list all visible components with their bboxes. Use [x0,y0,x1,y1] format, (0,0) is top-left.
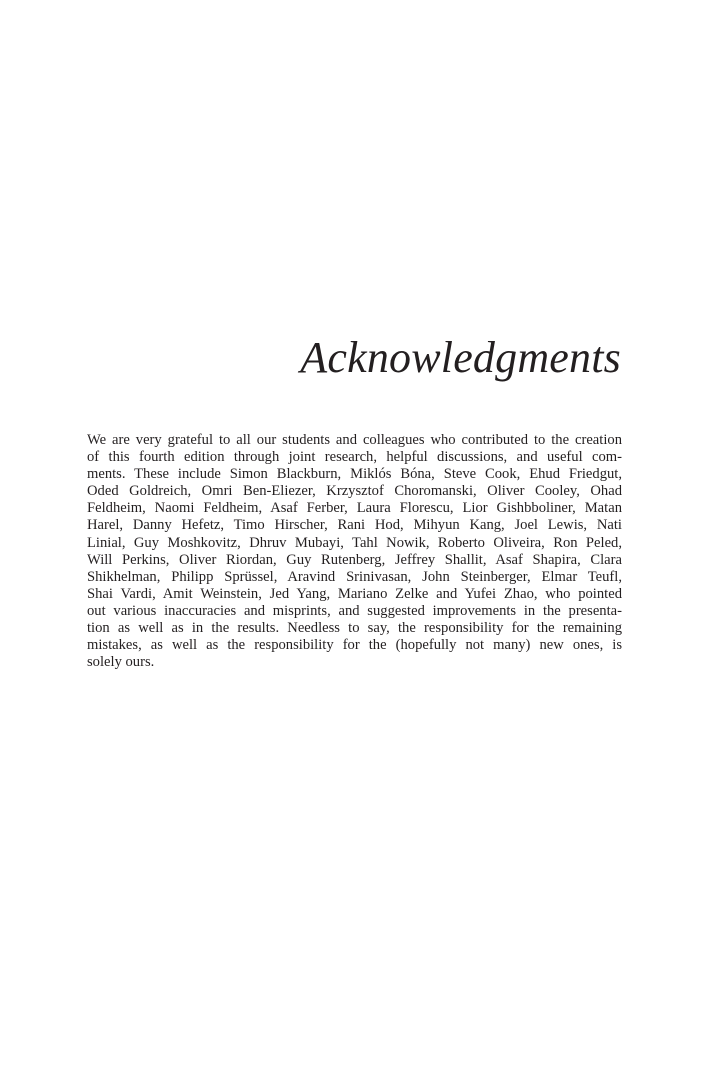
paragraph-line: Shai Vardi, Amit Weinstein, Jed Yang, Mariano Zelke and Yufei Zhao, who pointed [87,585,622,602]
paragraph-line: Shikhelman, Philipp Sprüssel, Aravind Srinivasan, John Steinberger, Elmar Teufl, [87,568,622,585]
paragraph-line: solely ours. [87,654,155,671]
paragraph-line: Will Perkins, Oliver Riordan, Guy Rutenberg, Jeffrey Shallit, Asaf Shapira, Clara [87,551,622,568]
paragraph-line: of this fourth edition through joint research, helpful discussions, and useful com- [87,449,622,466]
paragraph-line: tion as well as in the results. Needless to say, the responsibility for the remaining [87,620,622,637]
paragraph-line: Linial, Guy Moshkovitz, Dhruv Mubayi, Tahl Nowik, Roberto Oliveira, Ron Peled, [87,534,622,551]
paragraph-line: mistakes, as well as the responsibility for the (hopefully not many) new ones, is [87,637,622,654]
acknowledgments-paragraph [87,432,622,671]
paragraph-line: ments. These include Simon Blackburn, Miklós Bóna, Steve Cook, Ehud Friedgut, [87,466,622,483]
paragraph-line: Oded Goldreich, Omri Ben-Eliezer, Krzysztof Choromanski, Oliver Cooley, Ohad [87,483,622,500]
paragraph-line: We are very grateful to all our students and colleagues who contributed to the creation [87,432,622,448]
page-title: Acknowledgments [300,333,621,382]
paragraph-line: out various inaccuracies and misprints, and suggested improvements in the presenta- [87,602,622,619]
paragraph-line: Harel, Danny Hefetz, Timo Hirscher, Rani Hod, Mihyun Kang, Joel Lewis, Nati [87,517,622,534]
paragraph-line: Feldheim, Naomi Feldheim, Asaf Ferber, Laura Florescu, Lior Gishbboliner, Matan [87,500,622,517]
